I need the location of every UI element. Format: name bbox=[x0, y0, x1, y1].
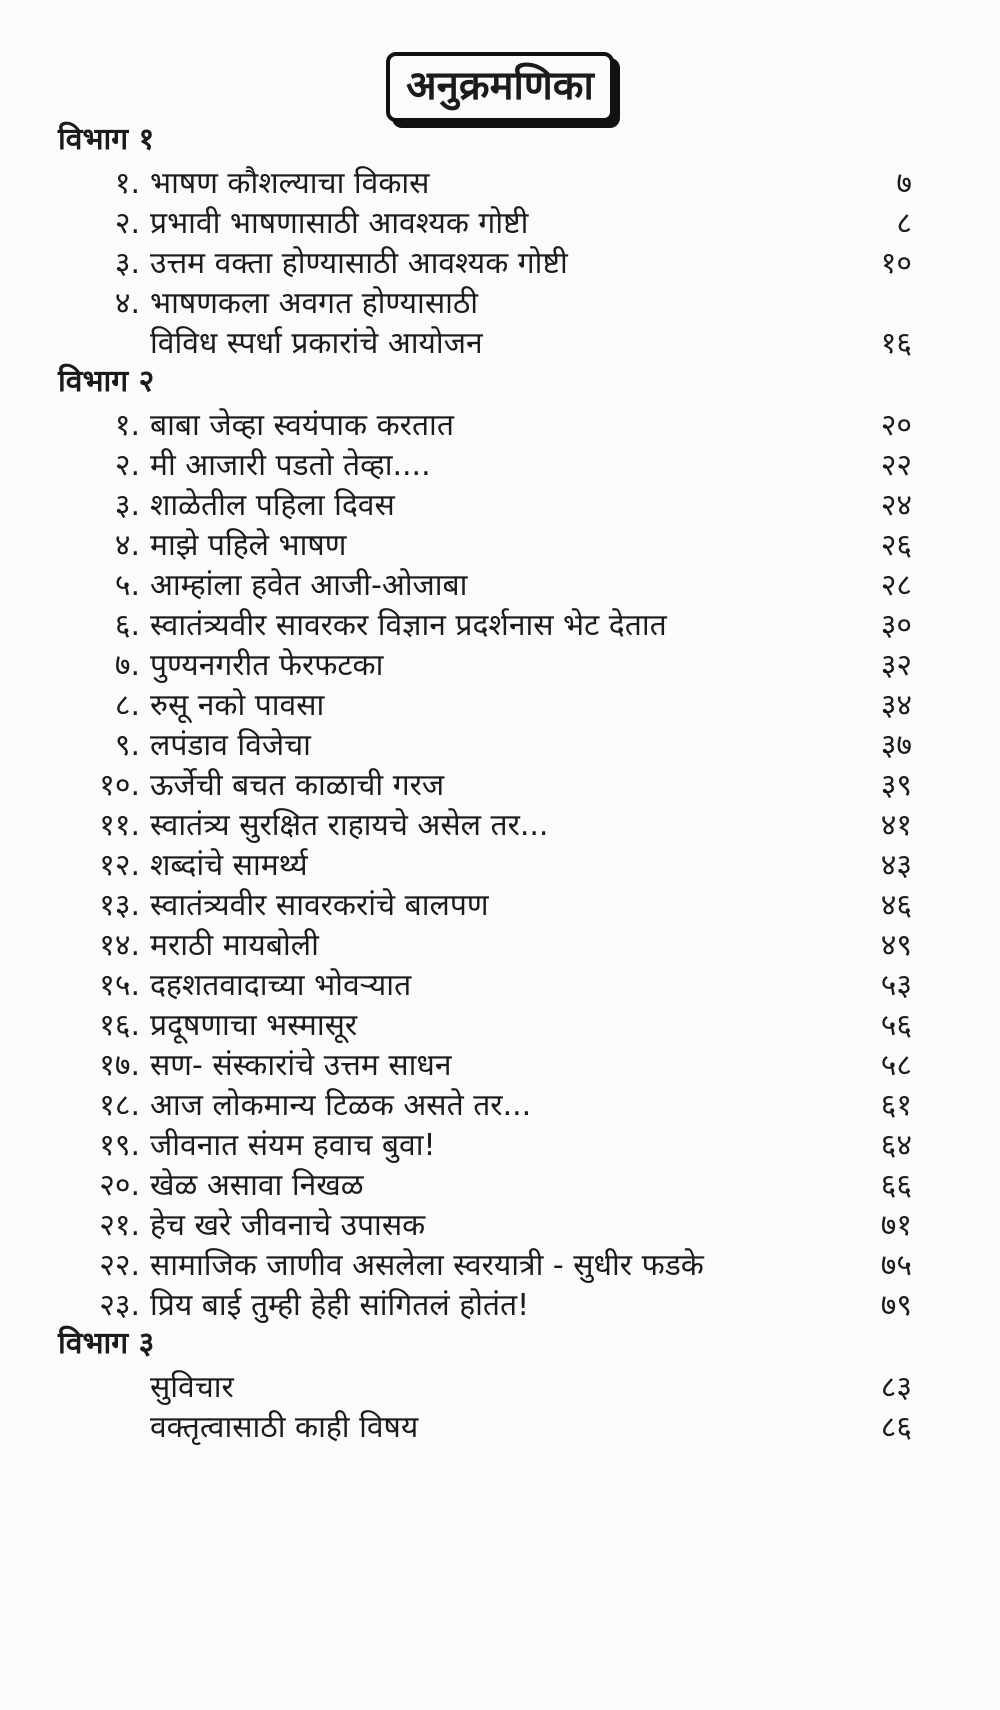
entry-page-number: ८३ bbox=[880, 1370, 912, 1405]
entry-number: २. bbox=[114, 206, 140, 241]
toc-entry bbox=[0, 684, 1000, 728]
entry-page-number: १० bbox=[880, 246, 912, 281]
entry-title: आज लोकमान्य टिळक असते तर... bbox=[150, 1088, 532, 1123]
toc-entry bbox=[0, 604, 1000, 648]
entry-title: दहशतवादाच्या भोवऱ्यात bbox=[150, 968, 412, 1003]
entry-page-number: ६६ bbox=[880, 1168, 912, 1203]
toc-entry bbox=[0, 1366, 1000, 1410]
entry-title: रुसू नको पावसा bbox=[150, 688, 325, 723]
entry-title: जीवनात संयम हवाच बुवा! bbox=[150, 1128, 436, 1163]
toc-entry bbox=[0, 764, 1000, 808]
entry-number: २२. bbox=[99, 1248, 140, 1283]
entry-title: स्वातंत्र्यवीर सावरकरांचे बालपण bbox=[150, 888, 489, 923]
toc-entry bbox=[0, 524, 1000, 568]
entry-number: २३. bbox=[99, 1288, 140, 1323]
entry-number: ६. bbox=[114, 608, 140, 643]
toc-entry bbox=[0, 924, 1000, 968]
entry-number: ८. bbox=[114, 688, 140, 723]
entry-title: माझे पहिले भाषण bbox=[150, 528, 347, 563]
toc-entry bbox=[0, 1244, 1000, 1288]
entry-number: १८. bbox=[99, 1088, 140, 1123]
entry-number: २. bbox=[114, 448, 140, 483]
entry-number: १९. bbox=[99, 1128, 140, 1163]
entry-title: प्रिय बाई तुम्ही हेही सांगितलं होतंत! bbox=[150, 1288, 530, 1323]
entry-page-number: ३४ bbox=[880, 688, 912, 723]
entry-title: प्रदूषणाचा भस्मासूर bbox=[150, 1008, 358, 1043]
entry-number: २०. bbox=[99, 1168, 140, 1203]
entry-title: भाषण कौशल्याचा विकास bbox=[150, 166, 430, 201]
entry-title: सामाजिक जाणीव असलेला स्वरयात्री - सुधीर फडके bbox=[150, 1248, 704, 1283]
toc-entry bbox=[0, 202, 1000, 246]
entry-page-number: ७९ bbox=[880, 1288, 912, 1323]
entry-title: भाषणकला अवगत होण्यासाठी bbox=[150, 286, 479, 321]
entry-title: वक्तृत्वासाठी काही विषय bbox=[150, 1410, 419, 1445]
entry-title: मी आजारी पडतो तेव्हा.... bbox=[150, 448, 431, 483]
entry-page-number: ५६ bbox=[880, 1008, 912, 1043]
toc-entry bbox=[0, 884, 1000, 928]
toc-entry bbox=[0, 322, 1000, 366]
entry-page-number: ३७ bbox=[880, 728, 912, 763]
entry-number: २१. bbox=[99, 1208, 140, 1243]
entry-number: ५. bbox=[114, 568, 140, 603]
toc-entry bbox=[0, 1164, 1000, 1208]
entry-number: ३. bbox=[114, 488, 140, 523]
toc-entry bbox=[0, 444, 1000, 488]
entry-title: स्वातंत्र्यवीर सावरकर विज्ञान प्रदर्शनास भेट देतात bbox=[150, 608, 667, 643]
entry-title: पुण्यनगरीत फेरफटका bbox=[150, 648, 384, 683]
heading-wrap bbox=[0, 52, 1000, 122]
entry-page-number: ५८ bbox=[880, 1048, 912, 1083]
entry-title: लपंडाव विजेचा bbox=[150, 728, 311, 763]
section-heading: विभाग १ bbox=[58, 122, 155, 157]
entry-title: ऊर्जेची बचत काळाची गरज bbox=[150, 768, 445, 803]
entry-number: १२. bbox=[99, 848, 140, 883]
entry-number: १. bbox=[114, 166, 140, 201]
toc-entry bbox=[0, 242, 1000, 286]
entry-number: ११. bbox=[99, 808, 140, 843]
entry-number: १३. bbox=[99, 888, 140, 923]
entry-page-number: ७५ bbox=[880, 1248, 912, 1283]
entry-page-number: ४३ bbox=[880, 848, 912, 883]
entry-title: सुविचार bbox=[150, 1370, 234, 1405]
toc-entry bbox=[0, 404, 1000, 448]
entry-number: १४. bbox=[99, 928, 140, 963]
entry-number: ७. bbox=[114, 648, 140, 683]
entry-page-number: ३० bbox=[880, 608, 912, 643]
entry-page-number: २२ bbox=[880, 448, 912, 483]
entry-page-number: ५३ bbox=[880, 968, 912, 1003]
entry-number: १७. bbox=[99, 1048, 140, 1083]
entry-page-number: ३२ bbox=[880, 648, 912, 683]
toc-entry bbox=[0, 844, 1000, 888]
entry-title: मराठी मायबोली bbox=[150, 928, 319, 963]
entry-number: ९. bbox=[114, 728, 140, 763]
entry-page-number: २० bbox=[880, 408, 912, 443]
toc-entry bbox=[0, 1044, 1000, 1088]
entry-page-number: २८ bbox=[880, 568, 912, 603]
toc-entry bbox=[0, 1204, 1000, 1248]
entry-page-number: ८ bbox=[896, 206, 912, 241]
entry-page-number: ४६ bbox=[880, 888, 912, 923]
entry-page-number: ७१ bbox=[880, 1208, 912, 1243]
entry-number: ३. bbox=[114, 246, 140, 281]
entry-page-number: २४ bbox=[880, 488, 912, 523]
entry-page-number: ३९ bbox=[880, 768, 912, 803]
section-heading: विभाग २ bbox=[58, 364, 155, 399]
toc-entry bbox=[0, 644, 1000, 688]
entry-number: १५. bbox=[99, 968, 140, 1003]
entry-number: १. bbox=[114, 408, 140, 443]
entry-title: विविध स्पर्धा प्रकारांचे आयोजन bbox=[150, 326, 483, 361]
toc-entry bbox=[0, 1084, 1000, 1128]
toc-entry bbox=[0, 1124, 1000, 1168]
section-heading: विभाग ३ bbox=[58, 1326, 155, 1361]
entry-title: प्रभावी भाषणासाठी आवश्यक गोष्टी bbox=[150, 206, 529, 241]
entry-title: हेच खरे जीवनाचे उपासक bbox=[150, 1208, 426, 1243]
entry-page-number: ४१ bbox=[880, 808, 912, 843]
toc-entry bbox=[0, 1406, 1000, 1450]
entry-title: शब्दांचे सामर्थ्य bbox=[150, 848, 308, 883]
entry-title: सण- संस्कारांचे उत्तम साधन bbox=[150, 1048, 452, 1083]
entry-number: १६. bbox=[99, 1008, 140, 1043]
entry-title: स्वातंत्र्य सुरक्षित राहायचे असेल तर... bbox=[150, 808, 549, 843]
toc-entry bbox=[0, 1004, 1000, 1048]
entry-title: उत्तम वक्ता होण्यासाठी आवश्यक गोष्टी bbox=[150, 246, 568, 281]
toc-entry bbox=[0, 804, 1000, 848]
entry-title: शाळेतील पहिला दिवस bbox=[150, 488, 395, 523]
toc-entry bbox=[0, 564, 1000, 608]
entry-page-number: ७ bbox=[896, 166, 912, 201]
toc-entry bbox=[0, 484, 1000, 528]
entry-number: ४. bbox=[114, 528, 140, 563]
entry-title: खेळ असावा निखळ bbox=[150, 1168, 364, 1203]
page-heading: अनुक्रमणिका bbox=[386, 52, 614, 122]
toc-entry bbox=[0, 964, 1000, 1008]
entry-page-number: ४९ bbox=[880, 928, 912, 963]
entry-page-number: २६ bbox=[880, 528, 912, 563]
toc-entry bbox=[0, 1284, 1000, 1328]
entry-page-number: ६१ bbox=[880, 1088, 912, 1123]
toc-entry bbox=[0, 282, 1000, 326]
toc-entry bbox=[0, 724, 1000, 768]
entry-number: १०. bbox=[99, 768, 140, 803]
entry-title: आम्हांला हवेत आजी-ओजाबा bbox=[150, 568, 468, 603]
entry-title: बाबा जेव्हा स्वयंपाक करतात bbox=[150, 408, 454, 443]
toc-entry bbox=[0, 162, 1000, 206]
entry-page-number: ६४ bbox=[880, 1128, 912, 1163]
entry-number: ४. bbox=[114, 286, 140, 321]
entry-page-number: ८६ bbox=[880, 1410, 912, 1445]
entry-page-number: १६ bbox=[880, 326, 912, 361]
